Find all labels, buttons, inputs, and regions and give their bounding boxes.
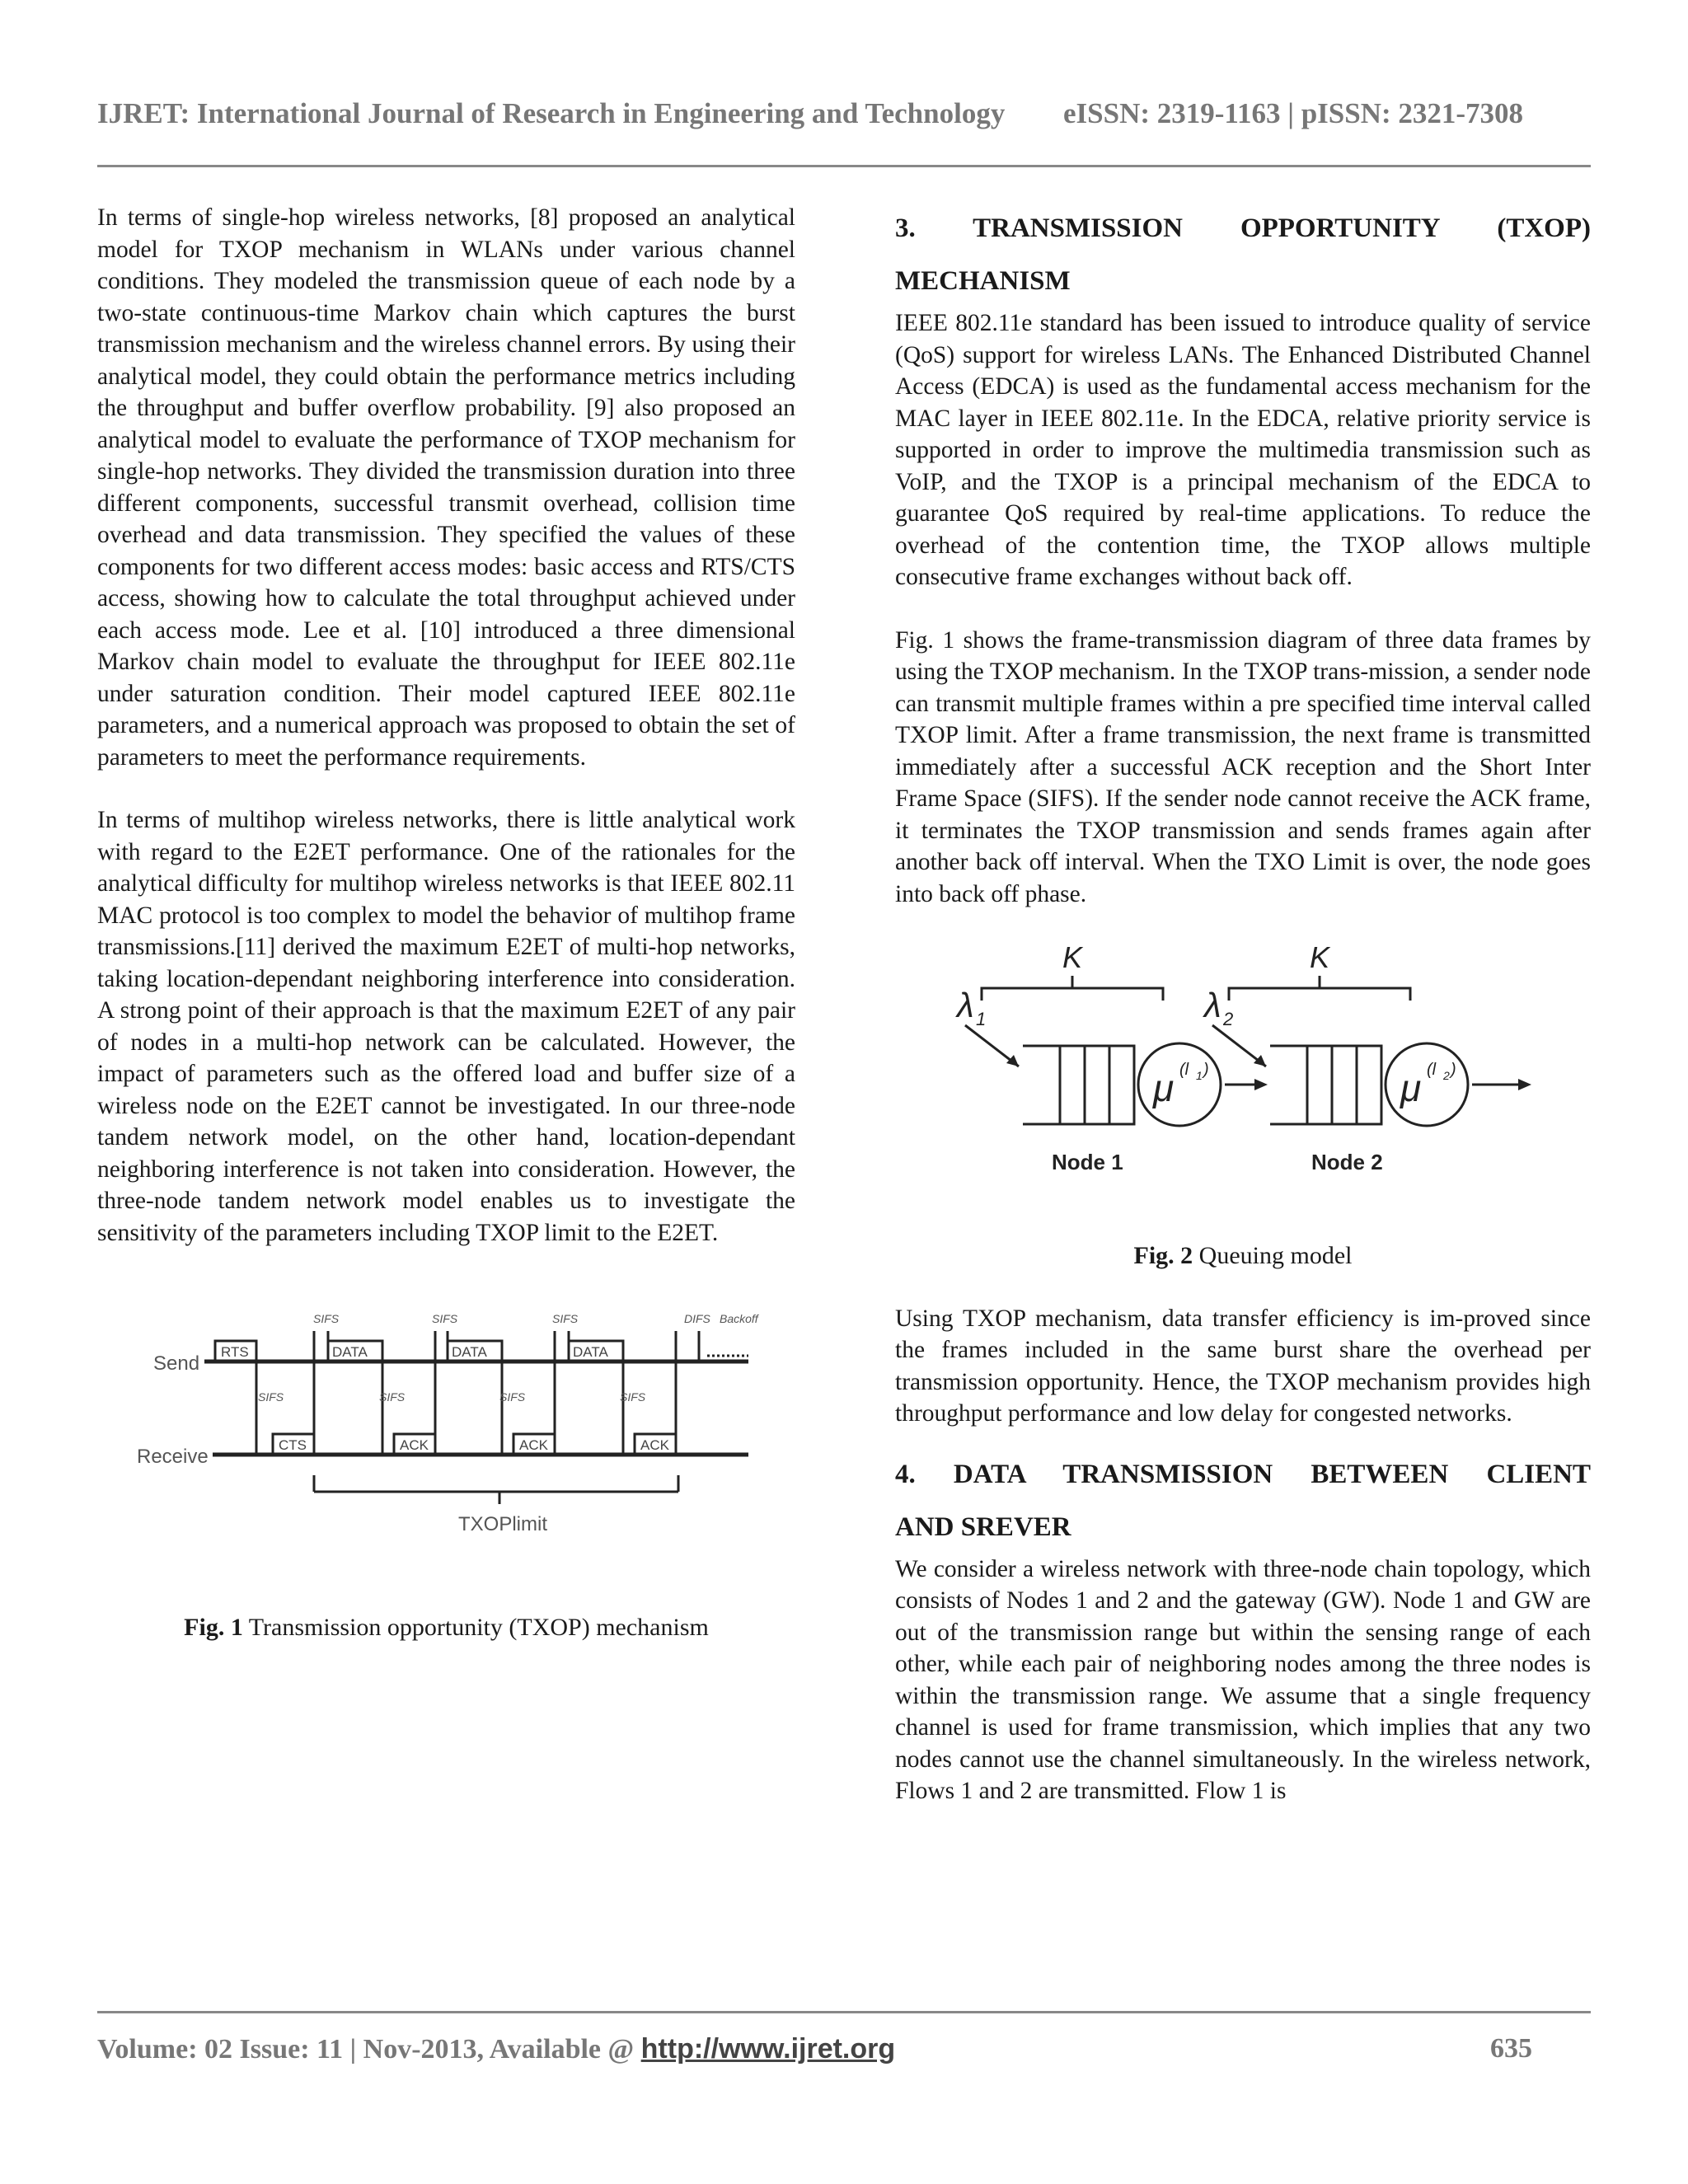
node-1-label: Node 1	[1052, 1150, 1123, 1174]
page-footer	[97, 2033, 1591, 2065]
txop-timing-diagram	[97, 1290, 795, 1595]
paragraph-multihop: In terms of multihop wireless networks, there is little analytical work with regard to the E2ET performance. One of the rationales for the analytical difficulty for multihop wireless networks is that IEEE 802.11 MAC protocol is too complex to model the behavior of multihop frame transmissions.[11] derived the maximum E2ET of multi-hop networks, taking location-dependant neighboring interference into consideration. A strong point of their approach is that the maximum E2ET of any pair of nodes in a multi-hop network can be calculated. However, the impact of parameters such as the offered load and buffer size of a wireless node on the E2ET cannot be investigated. In our three-node tandem network model, on the other hand, location-dependant neighboring interference is not taken into consideration. However, the three-node tandem network model enables us to investigate the sensitivity of the parameters including TXOP limit to the E2ET.	[97, 807, 795, 1246]
left-column	[97, 202, 795, 1643]
ack-label-2: ACK	[519, 1437, 548, 1453]
figure-1	[97, 1290, 795, 1643]
paragraph-fig1-description: Fig. 1 shows the frame-transmission diagram of three data frames by using the TXOP mechanism. In the TXOP trans-mission, a sender node can transmit multiple frames within a pre specified time interval called TXOP limit. After a frame transmission, the next frame is transmitted immediately after a successful ACK reception and the Short Inter Frame Space (SIFS). If the sender node cannot receive the ACK frame, it terminates the TXOP transmission and sends frames again after another back off interval. When the TXO Limit is over, the node goes into back off phase.	[895, 626, 1591, 907]
lambda-2-symbol: λ	[1204, 986, 1221, 1024]
k-label-node2: K	[1310, 943, 1330, 974]
section-4-heading-line1: 4. DATA TRANSMISSION BETWEEN CLIENT	[895, 1459, 1591, 1489]
paragraph-ieee-80211e: IEEE 802.11e standard has been issued to introduce quality of service (QoS) support for wireless LANs. The Enhanced Distributed Channel Access (EDCA) is used as the fundamental access mechanism for the MAC layer in IEEE 802.11e. In the EDCA, relative priority service is supported in order to improve the multimedia transmission such as VoIP, and the TXOP is a principal mechanism of the EDCA to guarantee QoS required by real-time applications. To reduce the overhead of the contention time, the TXOP allows multiple consecutive frame exchanges without back off.	[895, 310, 1591, 590]
cts-label: CTS	[279, 1437, 307, 1453]
mu-1-symbol: μ	[1153, 1066, 1175, 1109]
page-number: 635	[1490, 2033, 1532, 2064]
section-3-heading-line1: 3. TRANSMISSION OPPORTUNITY (TXOP)	[895, 213, 1591, 243]
page-header	[97, 97, 1591, 130]
figure-1-caption	[97, 1612, 795, 1643]
issn-info: eISSN: 2319-1163 | pISSN: 2321-7308	[1063, 97, 1524, 129]
sifs-label-mid-4: SIFS	[620, 1390, 646, 1404]
footer-rule	[97, 2011, 1591, 2013]
paragraph-single-hop: In terms of single-hop wireless networks, [8] proposed an analytical model for TXOP mechanism in WLANs under various channel conditions. They modeled the transmission queue of each node by a two-state continuous-time Markov chain which captures the burst transmission mechanism and the wireless channel errors. By using their analytical model, they could obtain the performance metrics including the throughput and buffer overflow probability. [9] also proposed an analytical model to evaluate the performance of TXOP mechanism for single-hop networks. They divided the transmission duration into three different components, successful transmit overhead, collision time overhead and data transmission. They specified the values of these components for two different access modes: basic access and RTS/CTS access, showing how to calculate the total throughput achieved under each access mode. Lee et al. [10] introduced a three dimensional Markov chain model to evaluate the throughput for IEEE 802.11e under saturation condition. Their model captured IEEE 802.11e parameters, and a numerical approach was proposed to obtain the set of parameters to meet the performance requirements.	[97, 204, 795, 771]
figure-1-caption-text: Transmission opportunity (TXOP) mechanism	[242, 1613, 709, 1641]
data-label-2: DATA	[452, 1344, 487, 1360]
header-rule	[97, 165, 1591, 167]
backoff-label: Backoff	[720, 1312, 758, 1325]
data-label-3: DATA	[573, 1344, 608, 1360]
lambda-1-subscript: 1	[976, 1009, 987, 1029]
right-column	[895, 202, 1591, 1807]
mu-2-superscript-close: )	[1451, 1061, 1456, 1079]
figure-2-caption-label: Fig. 2	[1133, 1241, 1193, 1269]
sifs-label-top-2: SIFS	[432, 1312, 458, 1325]
mu-1-superscript-sub: 1	[1196, 1069, 1203, 1082]
figure-1-caption-label: Fig. 1	[184, 1613, 243, 1641]
figure-2	[895, 943, 1591, 1272]
figure-2-caption	[895, 1240, 1591, 1272]
figure-2-caption-text: Queuing model	[1193, 1241, 1353, 1269]
journal-title: IJRET: International Journal of Research in Engineering and Technology	[97, 97, 1006, 129]
mu-1-superscript-close: )	[1203, 1061, 1209, 1079]
difs-label: DIFS	[684, 1312, 710, 1325]
paragraph-three-node-chain: We consider a wireless network with three-node chain topology, which consists of Nodes 1 and 2 and the gateway (GW). Node 1 and GW are out of the transmission range but within the sensing range of each other, while each pair of neighboring nodes among the three nodes is within the transmission range. We assume that a single frequency channel is used for frame transmission, which implies that any two nodes cannot use the channel simultaneously. In the wireless network, Flows 1 and 2 are transmitted. Flow 1 is	[895, 1555, 1591, 1804]
mu-1-superscript: (l	[1179, 1061, 1189, 1079]
volume-info: Volume: 02 Issue: 11 | Nov-2013, Available @	[97, 2034, 641, 2064]
paragraph-txop-efficiency: Using TXOP mechanism, data transfer efficiency is im-proved since the frames included in the same burst share the overhead per transmission opportunity. Hence, the TXOP mechanism provides high throughput performance and low delay for congested networks.	[895, 1305, 1591, 1427]
ack-label-3: ACK	[640, 1437, 669, 1453]
data-label-1: DATA	[332, 1344, 368, 1360]
k-label-node1: K	[1062, 943, 1083, 974]
sifs-label-top-1: SIFS	[313, 1312, 340, 1325]
sifs-label-top-3: SIFS	[552, 1312, 579, 1325]
node-2-label: Node 2	[1311, 1150, 1383, 1174]
journal-url-link[interactable]: http://www.ijret.org	[640, 2033, 896, 2064]
lambda-2-subscript: 2	[1223, 1009, 1234, 1029]
mu-2-superscript-sub: 2	[1443, 1069, 1450, 1082]
sifs-label-mid-3: SIFS	[499, 1390, 526, 1404]
receive-label: Receive	[137, 1446, 209, 1468]
section-4-heading-line2: AND SREVER	[895, 1511, 1071, 1542]
section-3-heading-line2: MECHANISM	[895, 266, 1071, 296]
lambda-1-symbol: λ	[957, 986, 974, 1024]
mu-2-superscript: (l	[1427, 1061, 1437, 1079]
queuing-model-diagram	[895, 943, 1591, 1190]
sifs-label-mid-2: SIFS	[379, 1390, 406, 1404]
rts-label: RTS	[221, 1344, 249, 1360]
txop-limit-label: TXOPlimit	[458, 1513, 547, 1535]
ack-label-1: ACK	[400, 1437, 429, 1453]
mu-2-symbol: μ	[1400, 1066, 1422, 1109]
sifs-label-mid-1: SIFS	[258, 1390, 284, 1404]
send-label: Send	[153, 1352, 200, 1375]
